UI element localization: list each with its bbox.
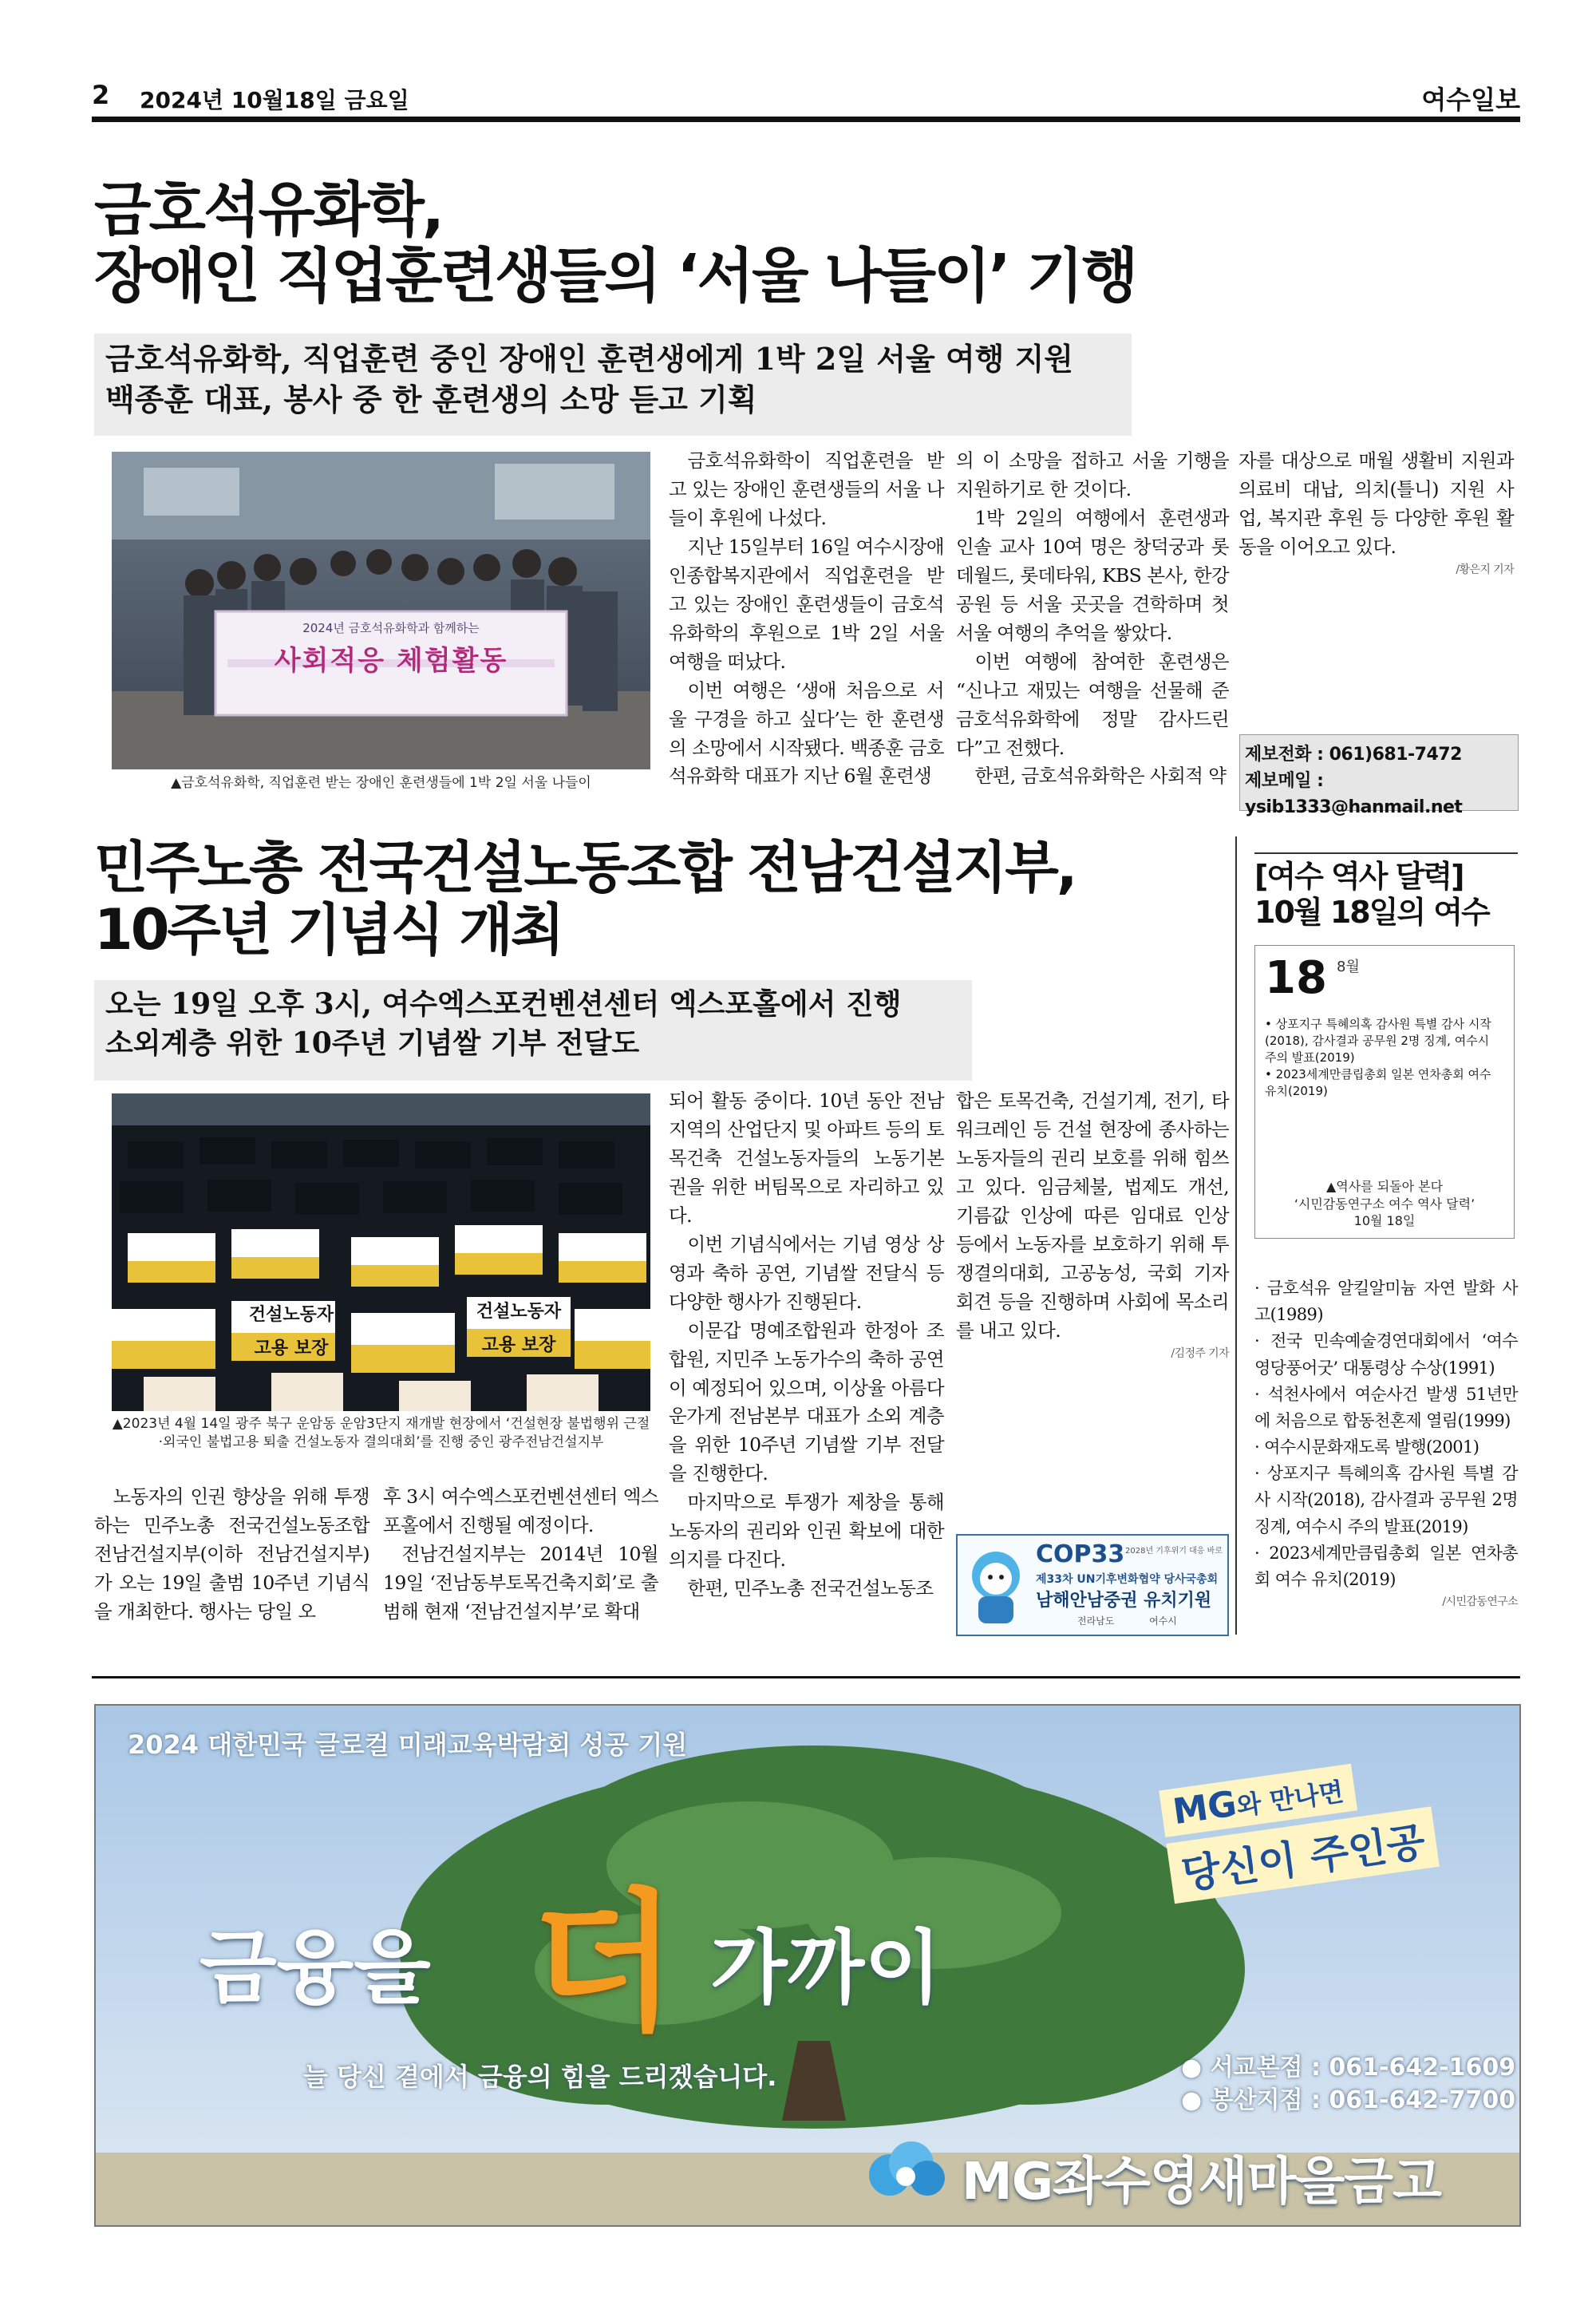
sign-text-2: 고용 보장 xyxy=(254,1338,329,1358)
rally-photo-illustration xyxy=(112,1093,650,1411)
paragraph: 되어 활동 중이다. 10년 동안 전남 지역의 산업단지 및 아파트 등의 토목건축 건설노동자들의 노동기본권을 위한 버팀목으로 자리하고 있다. xyxy=(669,1089,944,1227)
paragraph: 이번 여행은 ‘생애 처음으로 서울 구경을 하고 싶다’는 한 훈련생의 소망에서 시작됐다. 백종훈 금호석유화학 대표가 지난 6월 훈련생 xyxy=(669,678,944,788)
ad-branch-2: ● 봉산지점 : 061-642-7700 xyxy=(1181,2086,1516,2114)
article1-byline: /황은지 기자 xyxy=(1456,563,1514,576)
page-header xyxy=(92,80,1520,120)
group-photo-illustration xyxy=(112,452,650,769)
calendar-dow: 8월 xyxy=(1337,959,1360,975)
cloud-logo-icon xyxy=(862,2137,950,2200)
cop33-small: 2028년 기후위기 대응 바로 xyxy=(1125,1547,1223,1556)
article2-title-line2: 10주년 기념식 개최 xyxy=(94,897,563,963)
ad-main-1: 금융을 xyxy=(200,1921,431,2014)
ad-mg-text: 와 만나면 xyxy=(1235,1776,1345,1822)
newspaper-name: 여수일보 xyxy=(1421,85,1520,115)
calendar-list-item: · 상포지구 특혜의혹 감사원 특별 감사 시작(2018), 감사결과 공무원 2명 징계, 여수시 주의 발표(2019) xyxy=(1254,1464,1518,1536)
header-rule xyxy=(92,117,1520,122)
banner-big-text: 사회적응 체험활동 xyxy=(274,645,508,677)
paragraph: 전남건설지부는 2014년 10월 19일 ‘전남동부토목건축지회’로 출범해 현재 ‘전남건설지부’로 확대 xyxy=(383,1542,658,1623)
article2-caption: ▲2023년 4월 14일 광주 북구 운암동 운암3단지 재개발 현장에서 ‘건설현장 불법행위 근절·외국인 불법고용 퇴출 건설노동자 결의대회’를 진행 중인 광주전남건설지부 xyxy=(112,1416,650,1450)
article1-photo xyxy=(112,452,650,769)
paragraph: 금호석유화학이 직업훈련을 받고 있는 장애인 훈련생들의 서울 나들이 후원에 나섰다. xyxy=(669,449,944,529)
sign-text-4: 고용 보장 xyxy=(481,1335,556,1355)
article2-sub-line2: 소외계층 위한 10주년 기념쌀 기부 전달도 xyxy=(105,1026,640,1060)
article2-byline: /김정주 기자 xyxy=(1171,1346,1229,1360)
paragraph: 노동자의 인권 향상을 위해 투쟁하는 민주노총 전국건설노동조합 전남건설지부(이하 전남건설지부)가 오는 19일 출범 10주년 기념식을 개최한다. 행사는 당일 오 xyxy=(94,1485,369,1623)
calendar-caption-1: ▲역사를 되돌아 본다 xyxy=(1325,1179,1444,1195)
paragraph: 의 이 소망을 접하고 서울 기행을 지원하기로 한 것이다. xyxy=(956,449,1229,500)
cop33-ad xyxy=(956,1534,1229,1636)
article1-sub-line1: 금호석유화학, 직업훈련 중인 장애인 훈련생에게 1박 2일 서울 여행 지원 xyxy=(105,341,1074,377)
calendar-day: 18 xyxy=(1265,952,1327,1004)
paragraph: 1박 2일의 여행에서 훈련생과 인솔 교사 10여 명은 창덕궁과 롯데월드, 롯데타워, KBS 본사, 한강공원 등 서울 곳곳을 견학하며 첫 서울 여행의 추억을 쌓았다. xyxy=(956,506,1229,644)
ad-branches xyxy=(1181,2052,1515,2117)
calendar-list-item: · 금호석유 알킬알미늄 자연 발화 사고(1989) xyxy=(1254,1279,1518,1325)
calendar-title-1: [여수 역사 달력] xyxy=(1254,859,1464,894)
page-number: 2 xyxy=(92,80,110,110)
calendar-list-item: · 여수시문화재도록 발행(2001) xyxy=(1254,1437,1479,1457)
article1-caption: ▲금호석유화학, 직업훈련 받는 장애인 훈련생들에 1박 2일 서울 나들이 xyxy=(171,775,591,791)
paragraph: 합은 토목건축, 건설기계, 전기, 타워크레인 등 건설 현장에 종사하는 노동자들의 권리 보호를 위해 힘쓰고 있다. 임금체불, 법제도 개선, 기름값 인상에 따른 임대료 인상 등에서 노동자를 보호하기 위해 투쟁결의대회, 고공농성, 국회 기자회견 등을 진행하며 사회에 목소리를 내고 있다. xyxy=(956,1089,1229,1342)
tip-box xyxy=(1239,734,1519,817)
calendar-card xyxy=(1254,945,1515,1239)
article2-sub-line1: 오는 19일 오후 3시, 여수엑스포컨벤션센터 엑스포홀에서 진행 xyxy=(105,987,902,1021)
article2-subheading xyxy=(94,980,972,1081)
article1-subheading xyxy=(94,334,1132,436)
paragraph: 자를 대상으로 매월 생활비 지원과 의료비 대납, 의치(틀니) 지원 사업, 복지관 후원 등 다양한 후원 활동을 이어오고 있다. xyxy=(1238,449,1514,558)
calendar-list-item: · 석천사에서 여순사건 발생 51년만에 처음으로 합동천혼제 열림(1999) xyxy=(1254,1384,1518,1430)
article2-column2 xyxy=(669,1087,944,1603)
paragraph: 한편, 민주노총 전국건설노동조 xyxy=(687,1577,934,1600)
article1-column3 xyxy=(1238,447,1514,579)
article2-columnA xyxy=(94,1483,369,1627)
cop33-line1: 제33차 UN기후변화협약 당사국총회 xyxy=(1036,1573,1219,1586)
cop33-line2: 남해안남중권 유치기원 xyxy=(1036,1591,1212,1611)
article2-title-line1: 민주노총 전국건설노동조합 전남건설지부, xyxy=(94,835,1076,900)
ad-main-big: 더 xyxy=(531,1875,678,2051)
paragraph: 이번 여행에 참여한 훈련생은 “신나고 재밌는 여행을 선물해 준 금호석유화학에 정말 감사드린다”고 전했다. xyxy=(956,650,1229,759)
mascot-icon xyxy=(964,1547,1028,1627)
paragraph: 이번 기념식에서는 기념 영상 상영과 축하 공연, 기념쌀 전달식 등 다양한 행사가 진행된다. xyxy=(669,1232,944,1313)
article2-column3 xyxy=(956,1087,1229,1362)
calendar-events xyxy=(1265,1016,1504,1100)
tip-phone: 제보전화 : 061)681-7472 xyxy=(1245,745,1462,765)
calendar-list-item: · 전국 민속예술경연대회에서 ‘여수 영당풍어굿’ 대통령상 수상(1991) xyxy=(1254,1331,1518,1378)
ad-top-line: 2024 대한민국 글로컬 미래교육박람회 성공 기원 xyxy=(128,1730,688,1760)
article1-column1 xyxy=(669,447,944,791)
ad-tagline: 늘 당신 곁에서 금융의 힘을 드리겠습니다. xyxy=(303,2062,777,2092)
cop33-logo1: 전라남도 xyxy=(1077,1615,1115,1627)
article1-title-line1: 금호석유화학, xyxy=(94,176,443,244)
calendar-event: • 상포지구 특혜의혹 감사원 특별 감사 시작(2018), 감사결과 공무원 2명 징계, 여수시 주의 발표(2019) xyxy=(1265,1017,1491,1065)
sign-text-1: 건설노동자 xyxy=(248,1305,334,1325)
article2-columnB xyxy=(383,1483,658,1627)
ad-mg-logo: MG xyxy=(1170,1783,1239,1833)
ad-mg-slogan-2: 당신이 주인공 xyxy=(1167,1806,1440,1904)
cop33-logo2: 여수시 xyxy=(1149,1615,1177,1627)
section-rule xyxy=(92,1676,1520,1678)
article2-headline xyxy=(94,836,1251,962)
paragraph: 마지막으로 투쟁가 제창을 통해 노동자의 권리와 인권 확보에 대한 의지를 다진다. xyxy=(669,1491,944,1572)
paragraph: 한편, 금호석유화학은 사회적 약 xyxy=(974,765,1227,788)
calendar-list xyxy=(1254,1275,1518,1611)
calendar-credit: /시민감동연구소 xyxy=(1442,1595,1518,1609)
ad-branch-1: ● 서교본점 : 061-642-1609 xyxy=(1181,2054,1516,2082)
calendar-top-rule xyxy=(1254,852,1518,854)
article1-column2 xyxy=(956,447,1229,791)
paragraph: 지난 15일부터 16일 여수시장애인종합복지관에서 직업훈련을 받고 있는 장애인 훈련생들이 금호석유화학의 후원으로 1박 2일 서울 여행을 떠났다. xyxy=(669,535,944,673)
history-calendar xyxy=(1254,852,1518,931)
ad-brand: MG좌수영새마을금고 xyxy=(962,2153,1441,2212)
mg-bank-ad xyxy=(94,1704,1521,2227)
issue-date: 2024년 10월18일 금요일 xyxy=(140,87,409,113)
article2-photo xyxy=(112,1093,650,1411)
ad-main-2: 가까이 xyxy=(710,1921,942,2014)
column-divider xyxy=(1235,836,1237,1635)
calendar-list-item: · 2023세계만큼립총회 일본 연차총회 여수 유치(2019) xyxy=(1254,1543,1518,1589)
paragraph: 후 3시 여수엑스포컨벤션센터 엑스포홀에서 진행될 예정이다. xyxy=(383,1485,658,1536)
article1-title-line2: 장애인 직업훈련생들의 ‘서울 나들이’ 기행 xyxy=(94,241,1136,310)
banner-small-text: 2024년 금호석유화학과 함께하는 xyxy=(302,621,480,635)
tip-email: 제보메일 : ysib1333@hanmail.net xyxy=(1245,771,1463,817)
calendar-caption xyxy=(1255,1178,1514,1230)
article1-headline xyxy=(94,177,1291,310)
article1-sub-line2: 백종훈 대표, 봉사 중 한 훈련생의 소망 듣고 기획 xyxy=(105,382,757,418)
calendar-event: • 2023세계만큼립총회 일본 연차총회 여수 유치(2019) xyxy=(1265,1067,1491,1098)
calendar-caption-2: ‘시민감동연구소 여수 역사 달력’ xyxy=(1294,1196,1476,1212)
cop33-title: COP33 xyxy=(1036,1540,1125,1568)
paragraph: 이문갑 명예조합원과 한정아 조합원, 지민주 노동가수의 축하 공연이 예정되어 있으며, 이상율 아름다운가게 전남본부 대표가 소외 계층을 위한 10주년 기념쌀 기부 전달을 진행한다. xyxy=(669,1319,944,1485)
calendar-caption-3: 10월 18일 xyxy=(1353,1213,1416,1229)
sign-text-3: 건설노동자 xyxy=(476,1302,562,1322)
calendar-title-2: 10월 18일의 여수 xyxy=(1254,894,1489,930)
